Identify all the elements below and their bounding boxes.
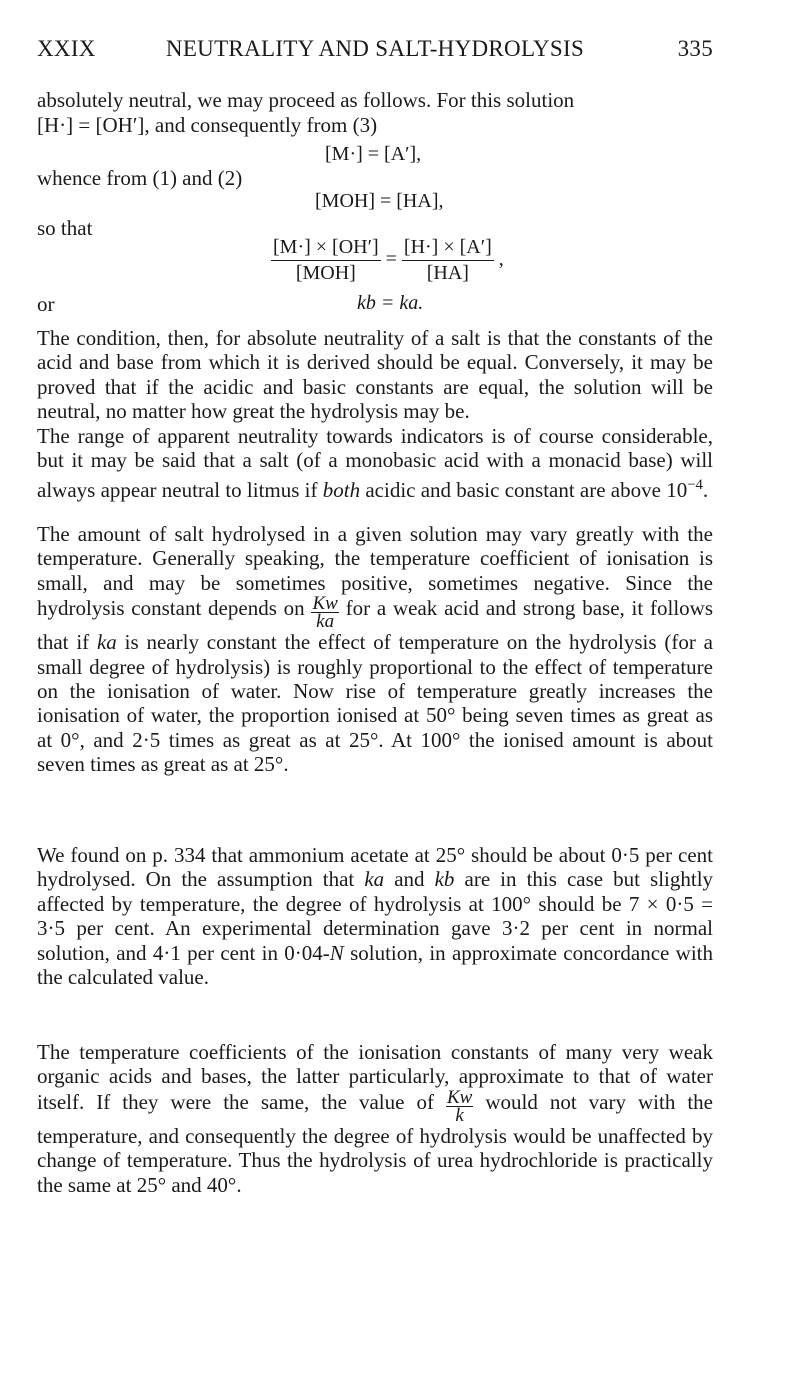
paragraph-2-text-b: acidic and basic constant are above 10 [365, 477, 688, 502]
paragraph-2 [37, 424, 713, 502]
page-number: 335 [677, 36, 713, 61]
equation-3-right-fraction [402, 236, 494, 285]
eq3-right-numerator: [H·] × [A′] [402, 236, 494, 261]
kw-over-k-fraction [446, 1086, 473, 1126]
paragraph-3-ka: ka [96, 630, 117, 655]
equation-1: [M·] = [A′], [325, 143, 422, 165]
paragraph-4-text-c: solution, in approximate concordance with the calculated value. [37, 940, 714, 990]
paragraph-2-exponent: −4 [687, 476, 703, 493]
or-line: or [37, 292, 55, 316]
paragraph-2-text-c: . [702, 477, 709, 502]
paragraph-5 [37, 1040, 713, 1197]
chapter-number: XXIX [37, 36, 96, 61]
paragraph-4-and: and [394, 867, 425, 892]
paragraph-4-text-b: are in this case but slightly affected by temperature, the degree of hydrolysis at 100° should be 7 × 0·5 = 3·5 per cent. An experimental determination gave 3·2 per cent in normal solution, and 4·1 per cent in 0·04- [37, 867, 714, 965]
eq3-comma: , [498, 248, 504, 271]
kw-numerator: Kw [312, 593, 338, 615]
intro-line-1: absolutely neutral, we may proceed as follows. For this solution [37, 88, 575, 112]
paragraph-3-text-a: The amount of salt hydrolysed in a given solution may vary greatly with the temperature. Generally speaking, the temperature coefficient of ionisation is small, and may be sometimes positive, sometimes negative. Since the hydrolysis constant depends on [37, 522, 713, 621]
eq3-right-denominator: [HA] [426, 262, 469, 284]
equation-4: kb = ka. [357, 292, 424, 314]
equation-2: [MOH] = [HA], [315, 190, 444, 212]
paragraph-4 [37, 843, 713, 989]
paragraph-4-text-a: We found on p. 334 that ammonium acetate at 25° should be about 0·5 per cent hydrolysed. On the assumption that [37, 843, 713, 892]
equation-3 [271, 236, 504, 285]
whence-line: whence from (1) and (2) [37, 166, 243, 190]
k-denominator: k [455, 1104, 464, 1126]
paragraph-5-text-b: would not vary with the temperature, and consequently the degree of hydrolysis would be unaffected by change of temperature. Thus the hydrolysis of urea hydrochloride is practically the same at 25° and 40°. [37, 1089, 714, 1197]
ka-denominator: ka [316, 611, 335, 633]
equation-3-left-fraction [271, 236, 381, 285]
paragraph-2-emphasis: both [322, 477, 361, 502]
paragraph-4-normality: N [329, 940, 344, 965]
eq3-left-numerator: [M·] × [OH′] [271, 236, 381, 261]
paragraph-3 [37, 522, 713, 777]
kw-over-ka-fraction [311, 593, 338, 633]
paragraph-4-kb: kb [434, 867, 455, 892]
paragraph-3-text-c: is nearly constant the effect of temperature on the hydrolysis (for a small degree of hydrolysis) is roughly proportional to the effect of temperature on the ionisation of water. Now rise of temperature greatly increases the ionisation of water, the proportion ionised at 50° being seven times as great as at 0°, and 2·5 times as great as at 25°. At 100° the ionised amount is about seven times as great as at 25°. [37, 630, 713, 777]
so-that-line: so that [37, 216, 93, 240]
kw-numerator-2: Kw [446, 1086, 473, 1108]
eq3-equals: = [385, 248, 397, 271]
running-title: NEUTRALITY AND SALT-HYDROLYSIS [165, 36, 585, 61]
paragraph-2-text-a: The range of apparent neutrality towards indicators is of course considerable, but it may be said that a salt (of a monobasic acid with a monacid base) will always appear neutral to litmus if [37, 424, 713, 502]
paragraph-4-ka: ka [364, 867, 385, 892]
intro-line-2: [H·] = [OH′], and consequently from (3) [37, 113, 378, 137]
paragraph-1 [37, 326, 713, 424]
running-header [37, 36, 713, 66]
paragraph-5-text-a: The temperature coefficients of the ionisation constants of many very weak organic acids and bases, the latter particularly, approximate to that of water itself. If they were the same, the value of [37, 1040, 713, 1114]
paragraph-3-text-b: for a weak acid and strong base, it follows that if [37, 596, 714, 655]
eq3-left-denominator: [MOH] [295, 262, 356, 284]
paragraph-1-text: The condition, then, for absolute neutrality of a salt is that the constants of the acid and base from which it is derived should be equal. Conversely, it may be proved that if the acidic and basic constants are equal, the solution will be neutral, no matter how great the hydrolysis may be. [37, 326, 713, 424]
